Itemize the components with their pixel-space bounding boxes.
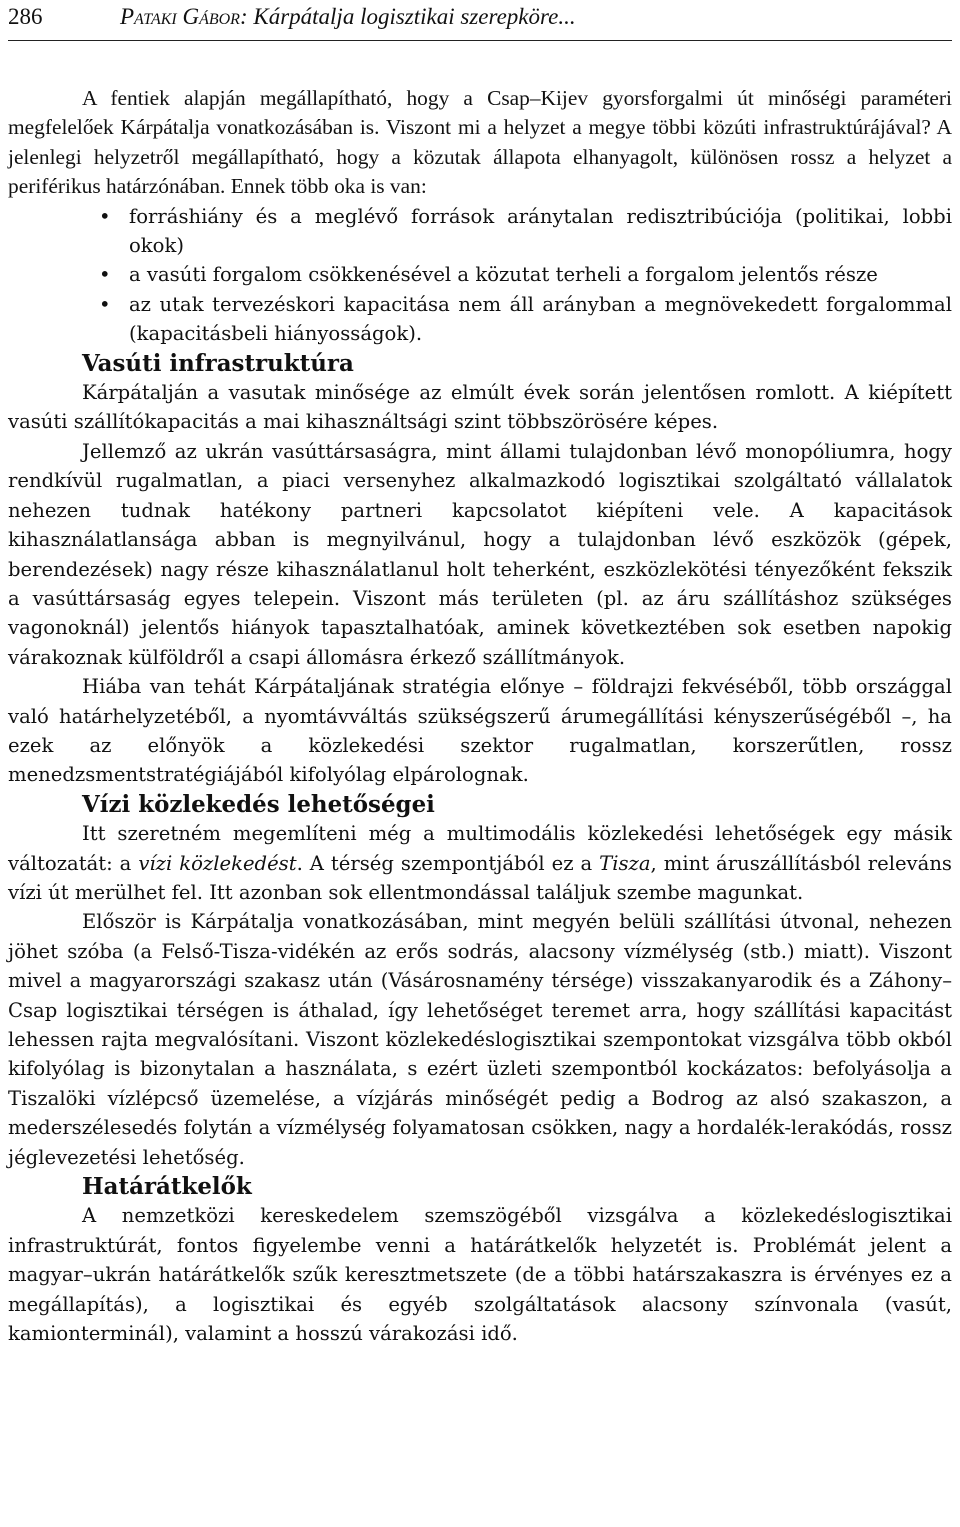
page-number: 286 (8, 4, 43, 29)
text-run: . A térség szempontjából ez a (296, 851, 600, 875)
author-name: Pataki Gábor (120, 4, 240, 29)
text-run: , mint áruszállításból releváns vízi út merülhet fel. Itt azonban sok ellentmondással találjuk szembe magunkat. (8, 851, 952, 904)
paragraph-rail-monopoly: Jellemző az ukrán vasúttársaságra, mint állami tulajdonban lévő monopóliumra, hogy rendkívül rugalmatlan, a piaci versenyhez alkalmazkodó logisztikai szolgáltató vállalatok nehezen tudnak hatékony partneri kapcsolatot kiépíteni vele. A kapacitások kihasználatlansága abban is megnyilvánul, hogy a tulajdonban lévő eszközök (gépek, berendezések) nagy része kihasználatlanul holt teherként, eszközlekötési tényezőként fekszik a vasúttársaság egyes telepein. Viszont más területen (pl. az áru szállításhoz szükséges vagonoknál) jelentős hiányok tapasztalhatóak, aminek következtében sok esetben napokig várakoznak külföldről a csapi állomásra érkező szállítmányok. (8, 439, 952, 669)
reasons-list (8, 202, 952, 349)
list-item: • az utak tervezéskori kapacitása nem áll arányban a megnövekedett forgalommal (kapacitásbeli hiányosságok). (8, 290, 952, 349)
running-header (8, 0, 952, 41)
paragraph-intro: A fentiek alapján megállapítható, hogy a Csap–Kijev gyorsforgalmi út minőségi paraméteri megfelelőek Kárpátalja vonatkozásában is. Viszont mi a helyzet a megye többi közúti infrastruktúrájával? A jelenlegi helyzetről megállapítható, hogy a közutak állapota elhanyagolt, különösen rossz a helyzet a periférikus határzónában. Ennek több oka is van: (8, 86, 952, 199)
page-body (8, 84, 952, 1348)
section-heading-border: Határátkelők (82, 1173, 252, 1201)
emphasis-water-transport: vízi közlekedést (138, 851, 297, 875)
list-item: • a vasúti forgalom csökkenésével a közutat terheli a forgalom jelentős része (8, 260, 952, 289)
list-item: • forráshiány és a meglévő források aránytalan redisztribúciója (politikai, lobbi okok) (8, 202, 952, 261)
paragraph-border: A nemzetközi kereskedelem szemszögéből vizsgálva a közlekedéslogisztikai infrastruktúrát, fontos figyelembe venni a határátkelők helyzetét is. Problémát jelent a magyar–ukrán határátkelők szűk keresztmetszete (de a többi határszakaszra is érvényes ez a megállapítás), a logisztikai és egyéb szolgáltatások alacsony színvonala (vasút, kamionterminál), valamint a hosszú várakozási idő. (8, 1204, 952, 1346)
paragraph-water-intro (8, 819, 952, 907)
paragraph-rail-quality: Kárpátalján a vasutak minősége az elmúlt évek során jelentősen romlott. A kiépített vasúti szállítókapacitás a mai kihasználtsági szint többszörösére képes. (8, 381, 952, 434)
emphasis-tisza: Tisza (599, 851, 651, 875)
paragraph-advantage: Hiába van tehát Kárpátaljának stratégia előnye – földrajzi fekvéséből, több országgal való határhelyzetéből, a nyomtávváltás szükségszerű árumegállítási kényszerűségéből –, ha ezek az előnyök a közlekedési szektor rugalmatlan, korszerűtlen, rossz menedzsmentstratégiájából kifolyólag elpárolognak. (8, 675, 952, 787)
section-heading-water: Vízi közlekedés lehetőségei (82, 790, 435, 818)
running-title-text: : Kárpátalja logisztikai szerepköre... (239, 4, 576, 29)
running-title (120, 4, 576, 30)
section-heading-rail: Vasúti infrastruktúra (82, 349, 354, 377)
text-run: Itt szeretném megemlíteni még a multimodális közlekedési lehetőségek egy másik változatát: a (8, 822, 952, 875)
paragraph-water-details: Először is Kárpátalja vonatkozásában, mint megyén belüli szállítási útvonal, nehezen jöhet szóba (a Felső-Tisza-vidékén az erős sodrás, alacsony vízmélység (stb.) miatt). Viszont mivel a magyarországi szakasz után (Vásárosnamény térsége) visszakanyarodik és a Záhony–Csap logisztikai térségen is áthalad, így lehetőséget teremet arra, hogy szállítási kapacitást lehessen rajta megvalósítani. Viszont közlekedéslogisztikai szempontokat vizsgálva több okból kifolyólag is bizonytalan a használata, s ezért üzleti szempontból kockázatos: befolyásolja a Tiszalöki vízlépcső üzemelése, a vízjárás minőségét pedig a Bodrog az alsó szakaszon, a mederszélesedés folytán a vízmélység folyamatosan csökken, nagy a hordalék-lerakódás, rossz jéglevezetési lehetőség. (8, 910, 952, 1169)
